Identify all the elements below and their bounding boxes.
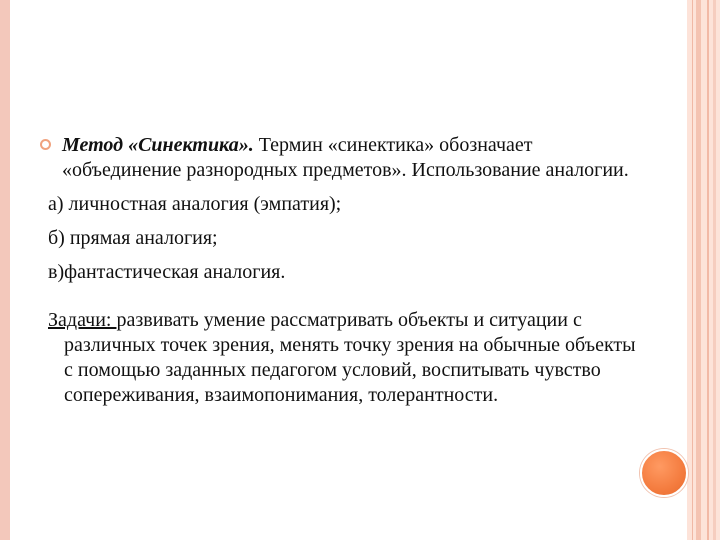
bullet-circle-icon <box>40 139 51 150</box>
slide-content <box>46 133 636 408</box>
slide-frame-left <box>0 0 10 540</box>
tasks-text: развивать умение рассматривать объекты и ситуации с различных точек зрения, менять точку зрения на обычные объекты с помощью заданных педагогом условий, воспитывать чувство сопереживания, взаимопонимания, толерантности. <box>64 309 636 406</box>
frame-stripe <box>707 0 709 540</box>
method-paragraph <box>46 133 636 183</box>
decorative-circle <box>640 449 688 497</box>
tasks-label: Задачи: <box>48 309 117 331</box>
slide-frame-right <box>687 0 720 540</box>
method-intro-text: Термин «синектика» обозначает «объединение разнородных предметов». Использование аналогии. <box>62 134 629 181</box>
frame-stripe <box>692 0 693 540</box>
tasks-paragraph <box>48 308 636 408</box>
analogy-item: а) личностная аналогия (эмпатия); <box>48 193 342 215</box>
frame-stripe <box>696 0 701 540</box>
frame-stripe <box>713 0 716 540</box>
method-title: Метод «Синектика». <box>62 134 254 156</box>
analogy-item: в)фантастическая аналогия. <box>48 261 286 283</box>
analogy-item: б) прямая аналогия; <box>48 227 218 249</box>
